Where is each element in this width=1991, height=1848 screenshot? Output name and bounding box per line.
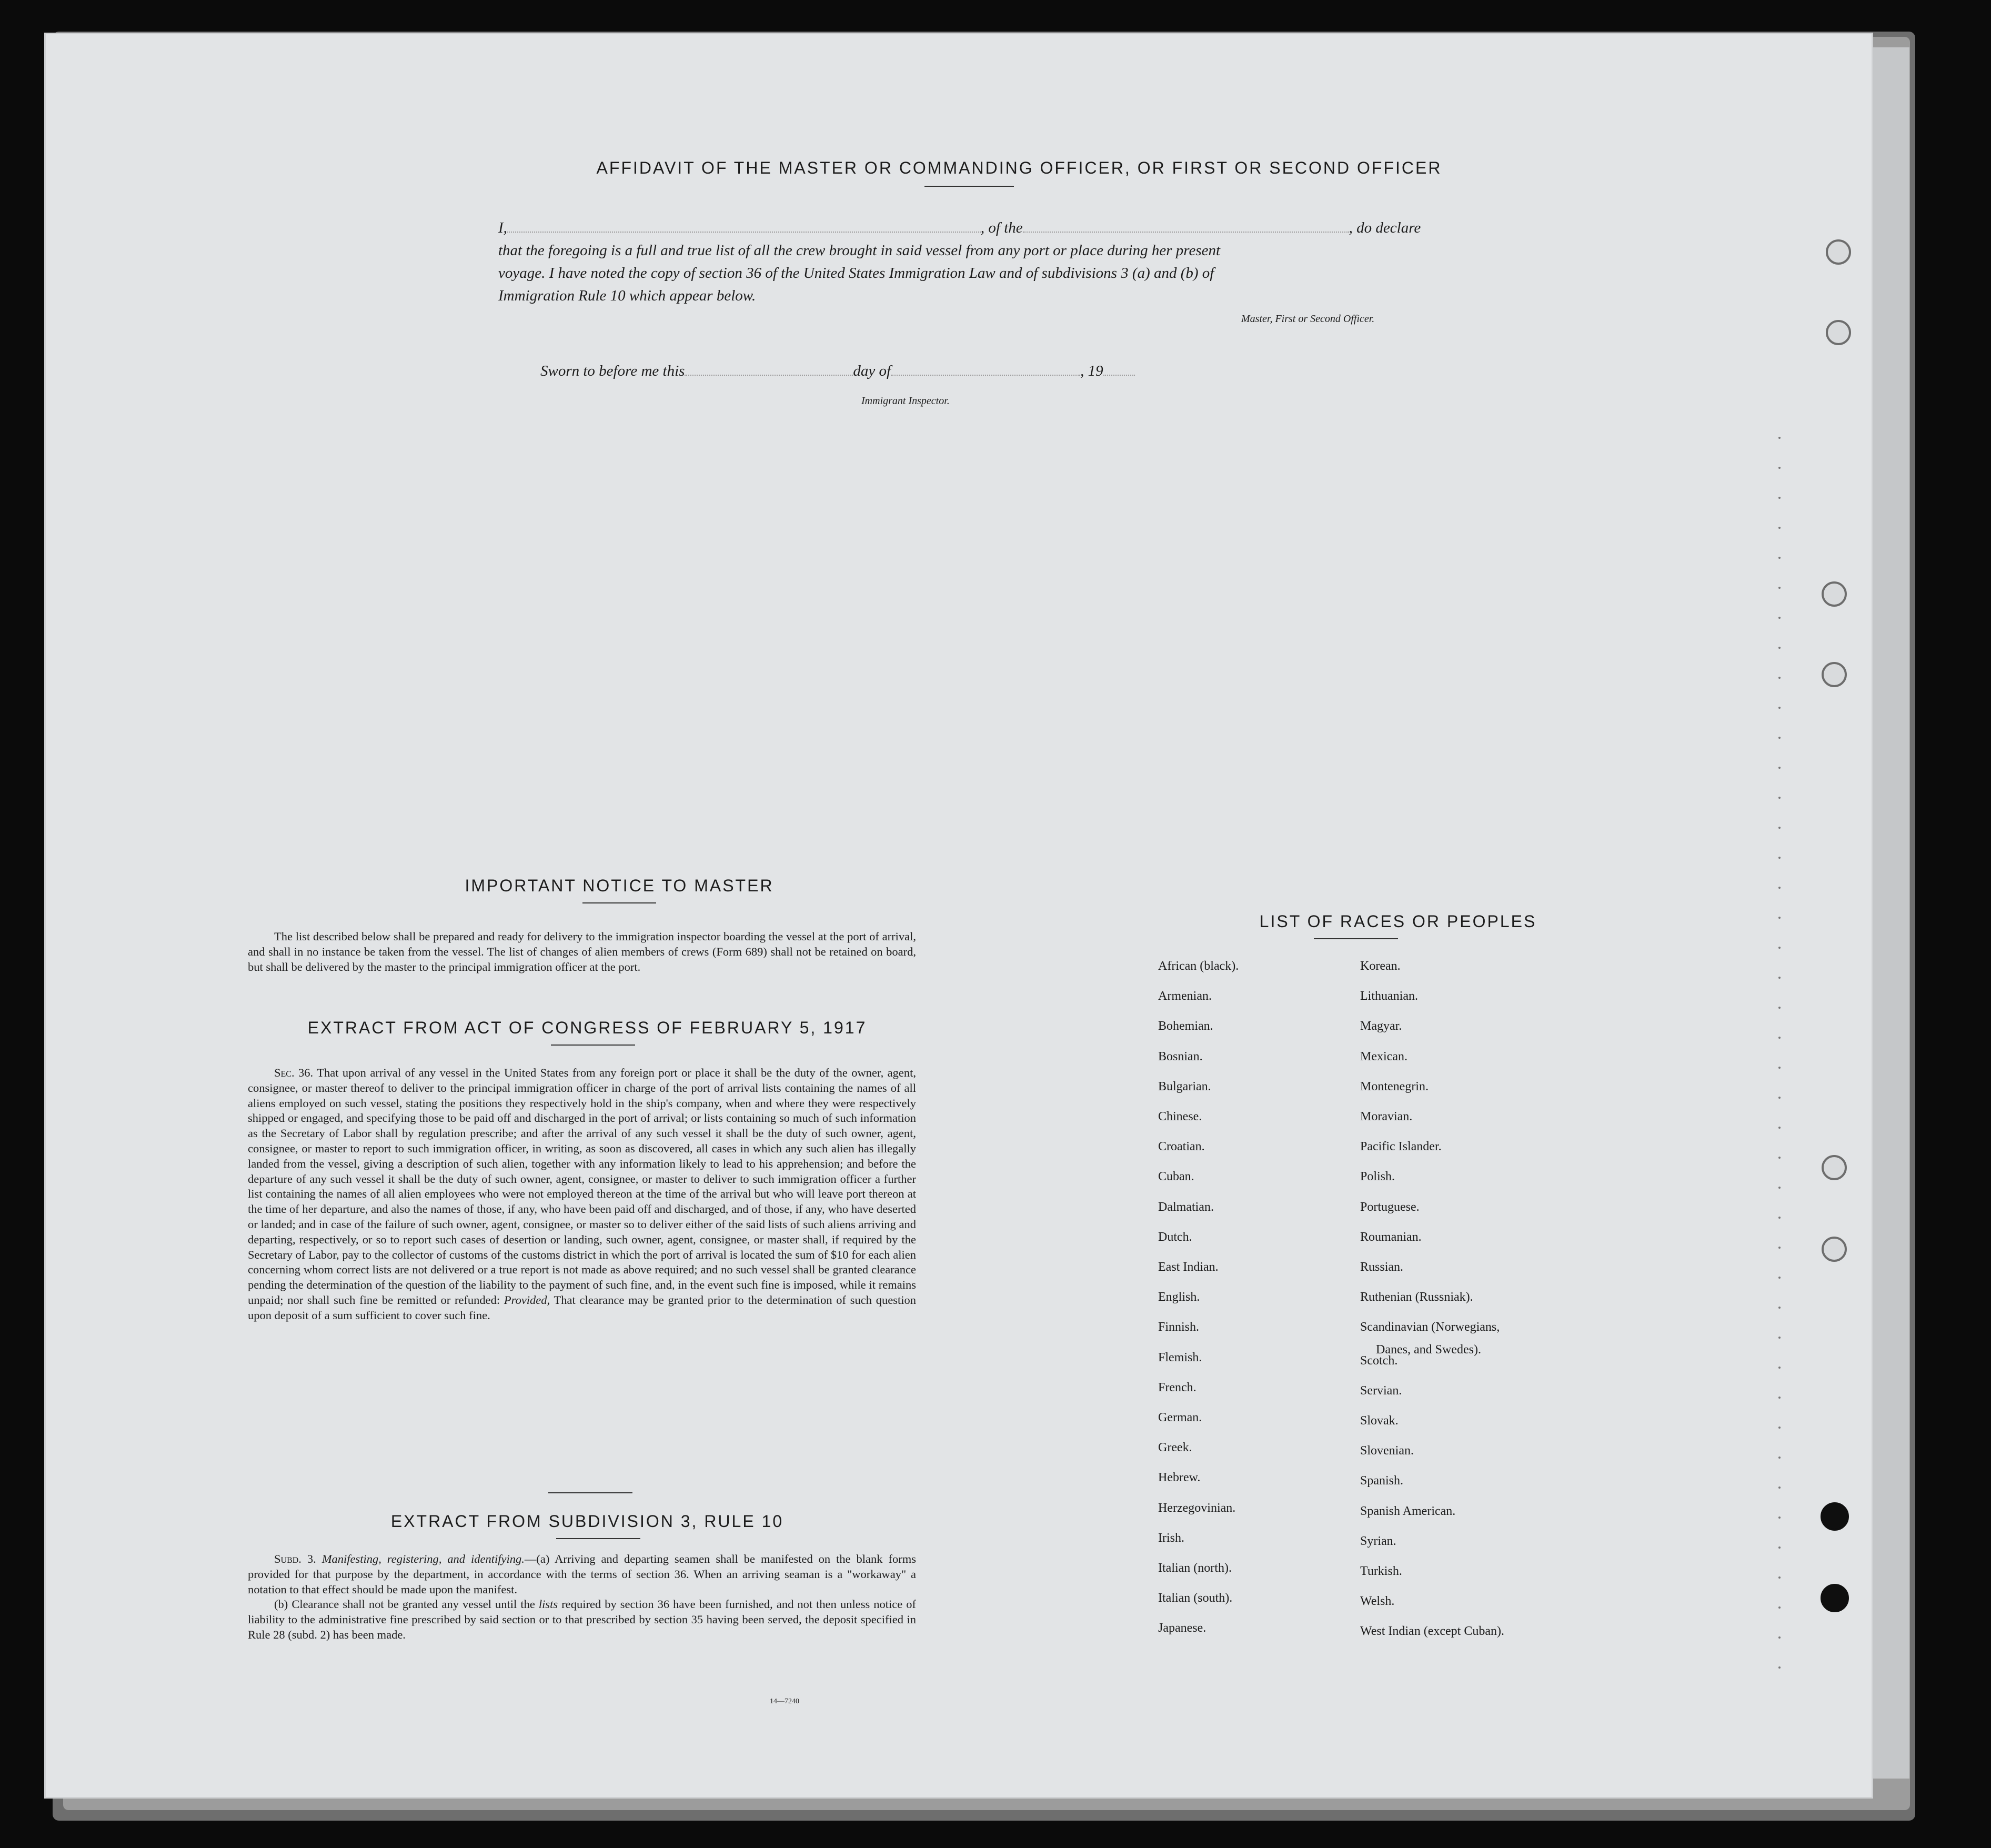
margin-mark [1778,1307,1781,1309]
margin-mark [1778,467,1781,469]
name-blank [507,232,981,233]
margin-mark [1778,887,1781,889]
affidavit-line-1 [498,219,1421,237]
race-item: Korean. [1360,959,1401,973]
race-item: Dutch. [1158,1230,1192,1244]
race-item: Croatian. [1158,1140,1205,1154]
margin-mark [1778,1217,1781,1219]
act-extract-text [248,1066,916,1323]
race-item: Scandinavian (Norwegians, [1360,1320,1500,1334]
margin-mark [1778,737,1781,739]
binder-hole-punched [1821,1584,1849,1612]
inspector-label: Immigrant Inspector. [861,395,950,407]
race-item: French. [1158,1380,1196,1394]
race-item: Slovak. [1360,1414,1399,1428]
race-item: Hebrew. [1158,1471,1201,1485]
act-body: That upon arrival of any vessel in the United States from any foreign port or place it shall be the duty of the owner, agent, consignee, or master thereof to deliver to the principal immigration officer in charge of the port of arrival lists containing the names of all aliens employed on such vessel, stating the positions they respectively hold in the ship's company, when and where they were respectively shipped or engaged, and specifying those to be paid off and discharged in the port of arrival; or lists containing so much of such information as the Secretary of Labor shall by regulation prescribe; and after the arrival of any such vessel it shall be the duty of such owner, agent, consignee, or master to report to such immigration officer, in writing, as soon as discovered, all cases in which any such alien has illegally landed from the vessel, giving a description of such alien, together with any information likely to lead to his apprehension; and before the departure of any such vessel it shall be the duty of such owner, agent, consignee, or master to deliver to such immigration officer a further list containing the names of all alien employees who were not employed thereon at the time of the arrival but who will leave port thereon at the time of her departure, and also the names of those, if any, who have been paid off and discharged, and of those, if any, who have deserted or landed; and in case of the failure of such owner, agent, consignee, or master so to deliver either of the said lists of such aliens arriving and departing, respectively, or so to report such cases of desertion or landing, such owner, agent, consignee, or master shall, if required by the Secretary of Labor, pay to the collector of customs of the customs district in which the port of arrival is located the sum of $10 for each alien concerning whom correct lists are not delivered or a true report is not made as above required; and no such vessel shall be granted clearance pending the determination of the question of the liability to the payment of such fine, and, in the event such fine is imposed, while it remains unpaid; nor shall such fine be remitted or refunded: [248,1066,917,1307]
rule-extract-text [248,1552,916,1643]
binder-hole [1826,239,1851,265]
margin-mark [1778,947,1781,949]
race-item: Pacific Islander. [1360,1140,1442,1154]
race-item: Chinese. [1158,1110,1202,1123]
margin-mark [1778,797,1781,799]
binder-hole [1822,1155,1847,1180]
binder-hole [1826,320,1851,345]
race-item: Slovenian. [1360,1444,1414,1458]
margin-mark [1778,1007,1781,1009]
race-item: Moravian. [1360,1110,1413,1123]
race-item: German. [1158,1411,1202,1424]
margin-mark [1778,827,1781,829]
sworn-text: Sworn to before me this [540,363,685,379]
affidavit-do-declare: , do declare [1349,219,1421,236]
race-item: Russian. [1360,1260,1404,1274]
race-item: Spanish American. [1360,1504,1456,1518]
year-blank [1103,375,1135,376]
races-title: LIST OF RACES OR PEOPLES [1259,912,1537,931]
document-page [44,33,1873,1799]
act-extract-rule [551,1044,635,1046]
act-extract-title: EXTRACT FROM ACT OF CONGRESS OF FEBRUARY 5, 1917 [307,1018,867,1037]
sec-label: Sec. 36. [274,1066,314,1079]
page-stack-edge [1871,47,1909,1779]
race-item: Turkish. [1360,1564,1402,1578]
race-item: Portuguese. [1360,1200,1420,1214]
race-item: Italian (north). [1158,1561,1232,1575]
sworn-line [540,363,1135,380]
notice-title-rule [582,902,656,903]
year-prefix: , 19 [1080,363,1103,379]
rule-extract-rule [556,1538,640,1539]
race-item: English. [1158,1290,1200,1304]
affidavit-title-rule [924,186,1014,187]
margin-mark [1778,1457,1781,1459]
margin-mark [1778,1037,1781,1039]
race-item: African (black). [1158,959,1239,973]
notice-title: IMPORTANT NOTICE TO MASTER [465,876,774,895]
margin-mark [1778,917,1781,919]
margin-mark [1778,1516,1781,1519]
margin-mark [1778,557,1781,559]
race-item: Greek. [1158,1441,1192,1455]
race-item: Irish. [1158,1531,1184,1545]
margin-mark [1778,1487,1781,1489]
race-item: East Indian. [1158,1260,1219,1274]
margin-mark [1778,1576,1781,1579]
affidavit-line-2: that the foregoing is a full and true list of all the crew brought in said vessel from any port or place during her present [498,242,1221,259]
margin-mark [1778,617,1781,619]
vessel-blank [1023,232,1349,233]
race-item: Spanish. [1360,1474,1404,1488]
rule-extract-title: EXTRACT FROM SUBDIVISION 3, RULE 10 [390,1512,784,1531]
margin-mark [1778,1397,1781,1399]
part-b-label: (b) [274,1598,288,1611]
race-item: Bosnian. [1158,1049,1203,1063]
margin-mark [1778,1097,1781,1099]
affidavit-line-4: Immigration Rule 10 which appear below. [498,287,756,304]
margin-mark [1778,767,1781,769]
races-title-rule [1314,938,1398,939]
margin-mark [1778,1247,1781,1249]
affidavit-of-the: , of the [980,219,1023,236]
binder-hole [1822,581,1847,607]
affidavit-i: I, [498,219,507,236]
act-body-end: That clearance may be granted prior to the determination of such question upon deposit of a sum sufficient to cover such fine. [248,1293,916,1322]
margin-mark [1778,1127,1781,1129]
race-item: Servian. [1360,1383,1402,1398]
race-item: Magyar. [1360,1019,1402,1033]
part-a-text: Arriving and departing seamen shall be manifested on the blank forms provided for that purpose by the department, in accordance with the terms of section 36. When an arriving seaman is a "workaway" a notation to that effect should be made upon the manifest. [248,1552,916,1596]
margin-mark [1778,497,1781,499]
master-signature-label: Master, First or Second Officer. [1241,313,1375,325]
race-item: Finnish. [1158,1320,1200,1334]
notice-text: The list described below shall be prepared and ready for delivery to the immigration inspector boarding the vessel at the port of arrival, and shall in no instance be taken from the vessel. The list of changes of alien members of crews (Form 689) shall not be retained on board, but shall be delivered by the master to the principal immigration officer at the port. [248,930,916,973]
race-item: Bohemian. [1158,1019,1213,1033]
race-item: Roumanian. [1360,1230,1422,1244]
margin-mark [1778,647,1781,649]
part-b-text-1: Clearance shall not be granted any vessel until the [291,1598,535,1611]
binder-hole [1822,662,1847,687]
race-item: Italian (south). [1158,1591,1233,1605]
month-blank [891,375,1080,376]
race-item: Polish. [1360,1170,1395,1184]
race-item: Dalmatian. [1158,1200,1214,1214]
binder-hole-punched [1821,1502,1849,1531]
race-item: Armenian. [1158,989,1212,1003]
subd-label: Subd. 3. [274,1552,316,1565]
race-item: Cuban. [1158,1170,1194,1184]
margin-mark [1778,857,1781,859]
race-item: Montenegrin. [1360,1079,1429,1093]
margin-mark [1778,1157,1781,1159]
margin-mark [1778,1277,1781,1279]
margin-mark [1778,1067,1781,1069]
part-a-label: —(a) [524,1552,550,1565]
margin-mark [1778,437,1781,439]
provided-word: Provided, [504,1293,550,1307]
race-item: Japanese. [1158,1621,1206,1635]
scandinavian-continuation: Danes, and Swedes). [1376,1343,1481,1357]
margin-mark [1778,677,1781,679]
race-item: Flemish. [1158,1350,1202,1364]
margin-mark [1778,587,1781,589]
margin-mark [1778,1337,1781,1339]
race-item: Mexican. [1360,1049,1407,1063]
margin-mark [1778,1606,1781,1609]
race-item: Welsh. [1360,1594,1395,1609]
margin-mark [1778,707,1781,709]
race-item: Bulgarian. [1158,1079,1211,1093]
day-of-text: day of [853,363,891,379]
margin-mark [1778,1427,1781,1429]
form-number: 14—7240 [770,1698,799,1705]
margin-mark [1778,977,1781,979]
affidavit-title: AFFIDAVIT OF THE MASTER OR COMMANDING OFFICER, OR FIRST OR SECOND OFFICER [596,158,1442,177]
part-b-text-2: required by section 36 have been furnished, and not then unless notice of liability to the administrative fine prescribed by said section or to that prescribed by section 35 having been served, the deposit specified in Rule 28 (subd. 2) has been made. [248,1598,917,1641]
part-b-lists: lists [538,1598,558,1611]
affidavit-line-3: voyage. I have noted the copy of section 36 of the United States Immigration Law and of subdivisions 3 (a) and (b) of [498,265,1214,282]
binder-hole [1822,1237,1847,1262]
margin-mark [1778,1636,1781,1639]
race-item: Scotch. [1360,1353,1398,1368]
race-item: Syrian. [1360,1534,1396,1548]
margin-mark [1778,1666,1781,1669]
day-blank [685,375,853,376]
race-item: Ruthenian (Russniak). [1360,1290,1473,1304]
race-item: West Indian (except Cuban). [1360,1624,1504,1639]
race-item: Lithuanian. [1360,989,1418,1003]
act-end-rule [548,1492,632,1493]
race-item: Herzegovinian. [1158,1501,1236,1515]
margin-mark [1778,1187,1781,1189]
margin-mark [1778,527,1781,529]
subd-heading: Manifesting, registering, and identifying. [321,1552,525,1565]
margin-mark [1778,1367,1781,1369]
margin-mark [1778,1546,1781,1549]
